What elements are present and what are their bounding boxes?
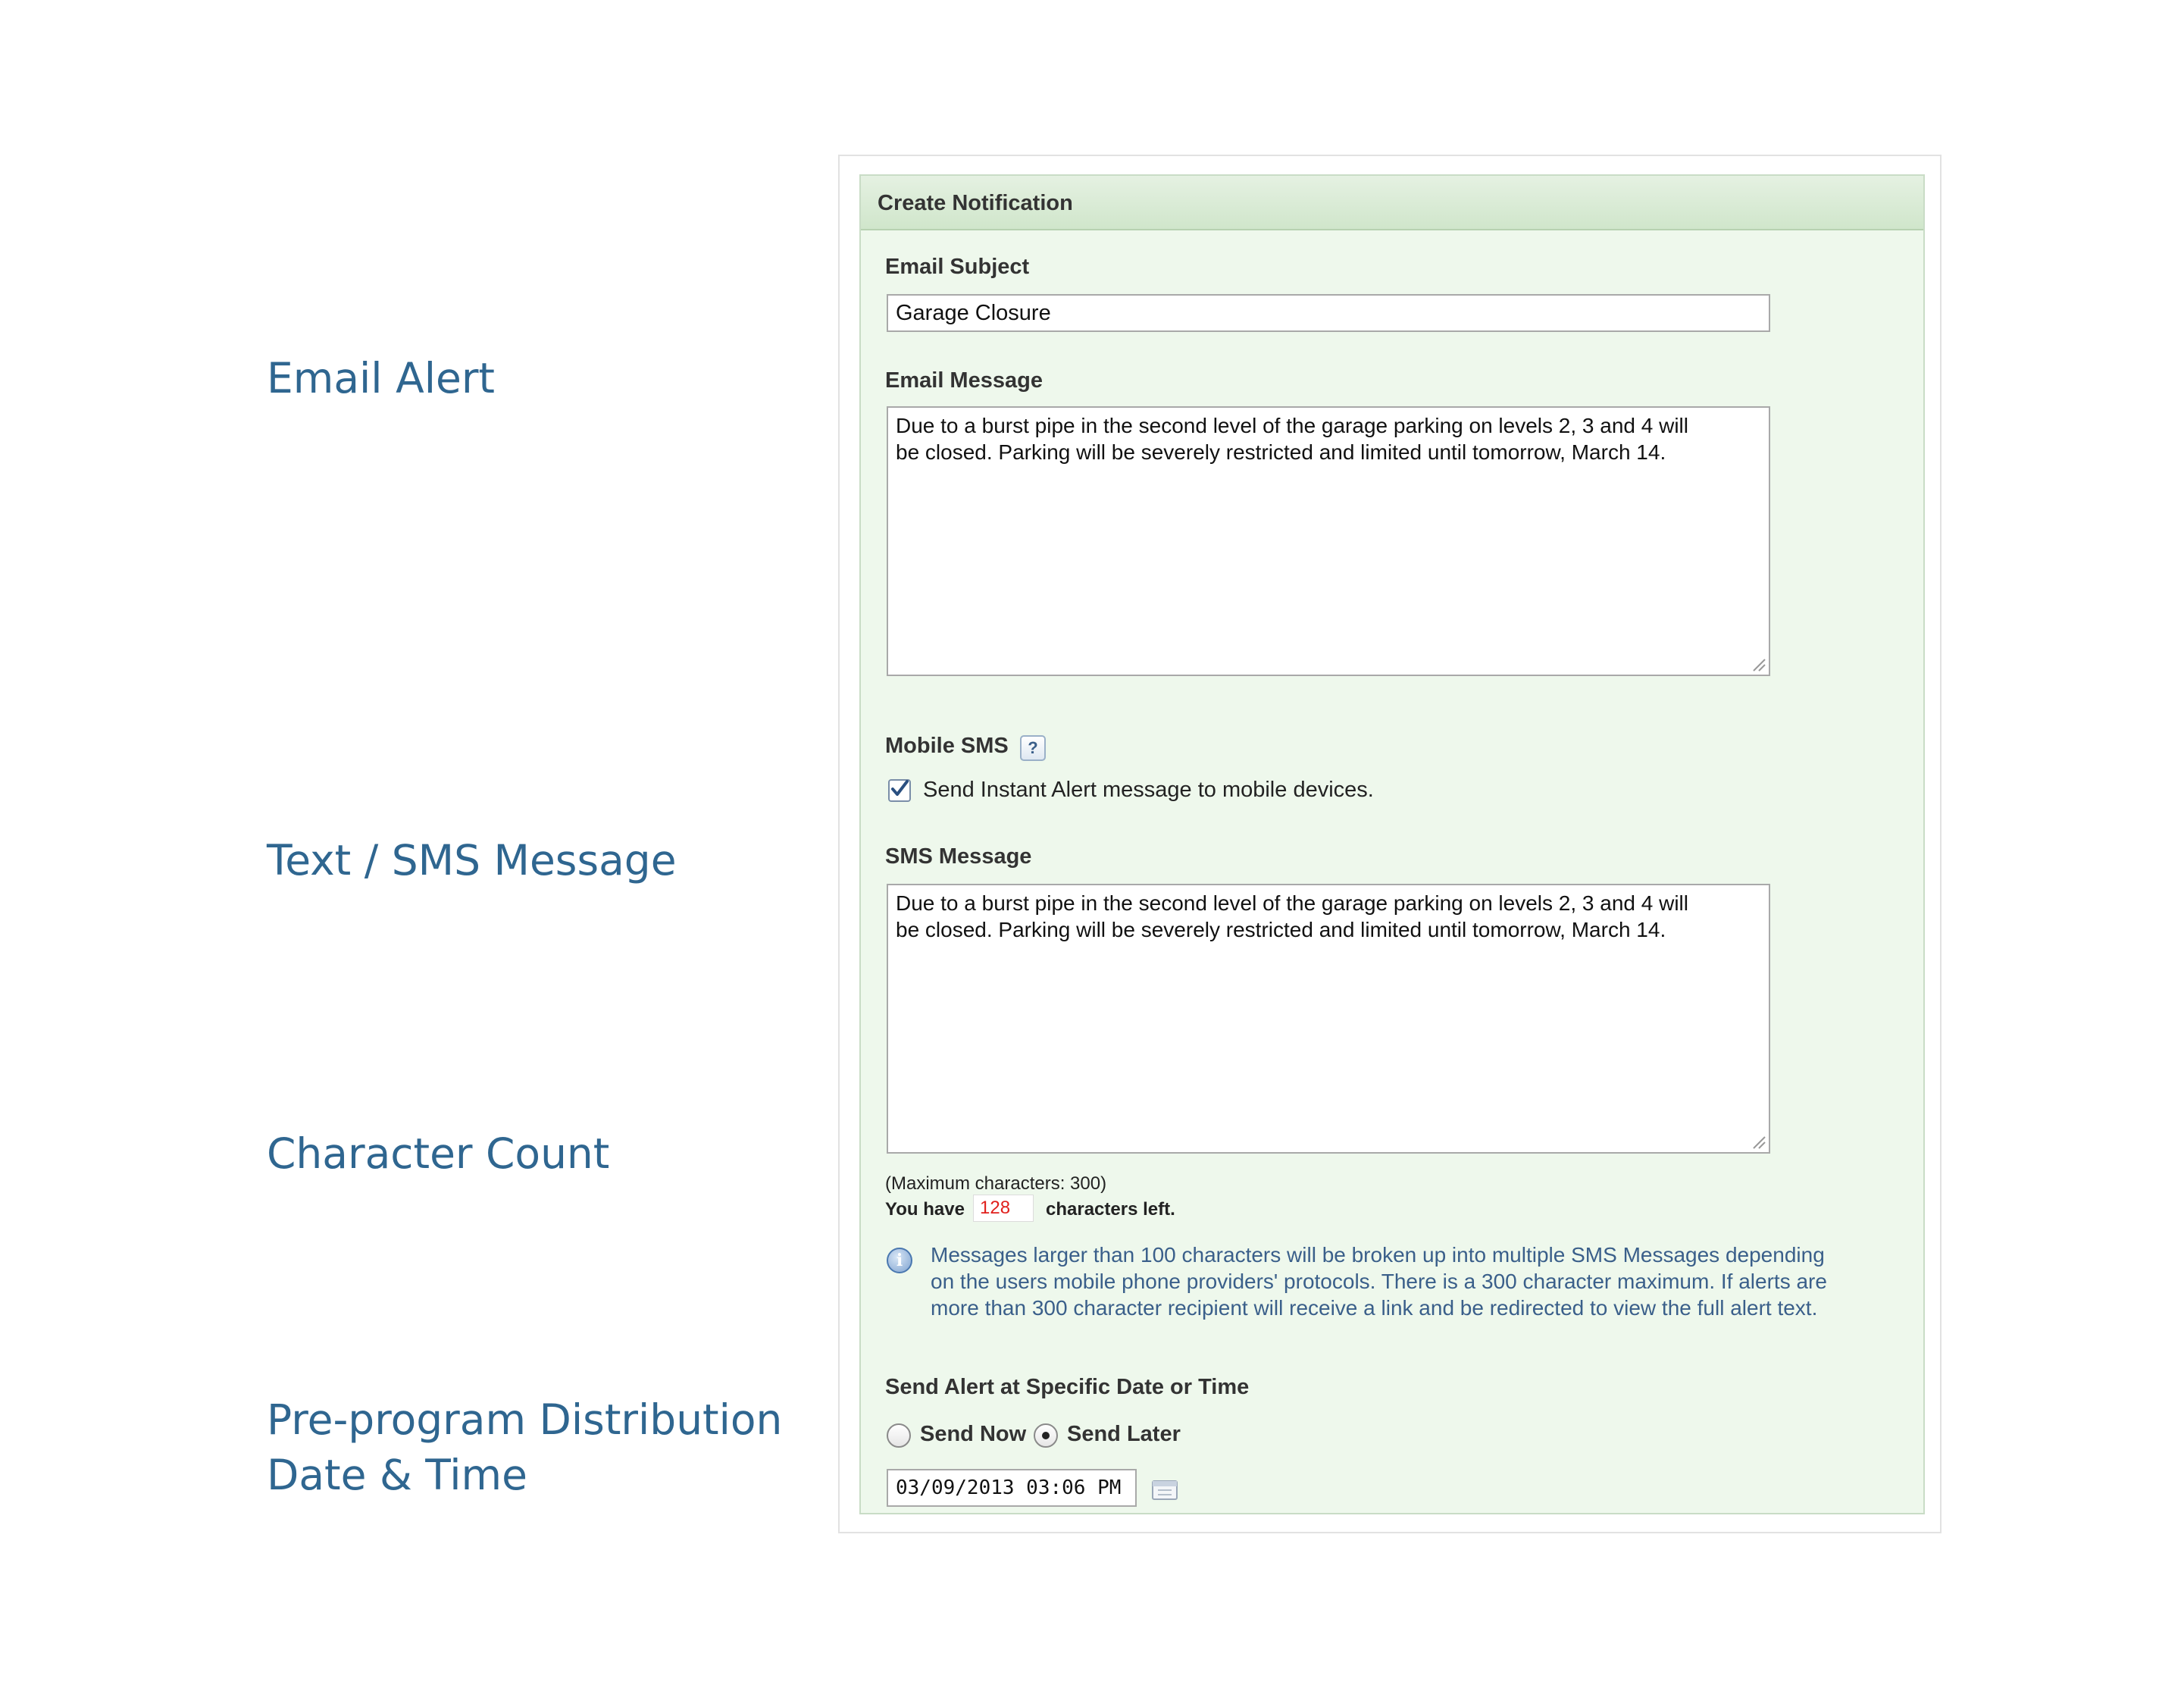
email-subject-input[interactable]: [887, 294, 1770, 332]
sms-message-textarea[interactable]: [887, 884, 1770, 1154]
send-instant-label[interactable]: Send Instant Alert message to mobile devices.: [923, 778, 1374, 802]
info-line: on the users mobile phone providers' protocols. There is a 300 character maximum. If alerts are: [931, 1270, 1827, 1293]
email-message-label: Email Message: [885, 368, 1043, 393]
panel-header: Create Notification: [861, 176, 1923, 230]
send-alert-label: Send Alert at Specific Date or Time: [885, 1375, 1250, 1399]
send-later-radio[interactable]: [1034, 1423, 1058, 1448]
sms-info-note: [931, 1242, 1908, 1321]
sms-message-line: be closed. Parking will be severely restricted and limited until tomorrow, March 14.: [896, 918, 1666, 941]
characters-left-counter: 128: [973, 1195, 1034, 1222]
email-subject-label: Email Subject: [885, 255, 1030, 279]
send-instant-checkbox[interactable]: [888, 779, 911, 802]
datetime-input[interactable]: [887, 1469, 1137, 1507]
annotation-character-count: Character Count: [267, 1129, 610, 1178]
help-icon[interactable]: ?: [1020, 735, 1046, 761]
send-later-label[interactable]: Send Later: [1067, 1422, 1181, 1446]
email-subject-value: Garage Closure: [896, 301, 1051, 325]
radio-selected-dot: [1042, 1432, 1050, 1439]
annotation-preprogram-line2: Date & Time: [267, 1451, 527, 1499]
resize-grip-icon[interactable]: [1751, 1134, 1766, 1149]
sms-message-line: Due to a burst pipe in the second level of the garage parking on levels 2, 3 and 4 will: [896, 891, 1688, 915]
max-characters-text: (Maximum characters: 300): [885, 1173, 1107, 1194]
checkmark-icon: [888, 778, 911, 800]
datetime-value: 03/09/2013 03:06 PM: [896, 1476, 1122, 1499]
sms-message-label: SMS Message: [885, 844, 1032, 869]
annotation-preprogram-line1: Pre-program Distribution: [267, 1395, 783, 1444]
send-now-label[interactable]: Send Now: [920, 1422, 1027, 1446]
email-message-line: be closed. Parking will be severely restricted and limited until tomorrow, March 14.: [896, 440, 1666, 464]
create-notification-panel: [859, 174, 1925, 1514]
send-now-radio[interactable]: [887, 1423, 911, 1448]
mobile-sms-label: Mobile SMS: [885, 734, 1009, 758]
you-have-text: You have: [885, 1199, 965, 1220]
calendar-icon[interactable]: [1152, 1480, 1178, 1501]
characters-left-text: characters left.: [1046, 1199, 1175, 1220]
info-line: more than 300 character recipient will receive a link and be redirected to view the full alert text.: [931, 1296, 1818, 1320]
annotation-email-alert: Email Alert: [267, 354, 495, 402]
info-icon: i: [887, 1248, 912, 1273]
resize-grip-icon[interactable]: [1751, 656, 1766, 672]
email-message-line: Due to a burst pipe in the second level of the garage parking on levels 2, 3 and 4 will: [896, 414, 1688, 437]
annotation-sms-message: Text / SMS Message: [267, 836, 677, 885]
email-message-textarea[interactable]: [887, 406, 1770, 676]
info-line: Messages larger than 100 characters will be broken up into multiple SMS Messages depending: [931, 1243, 1825, 1267]
